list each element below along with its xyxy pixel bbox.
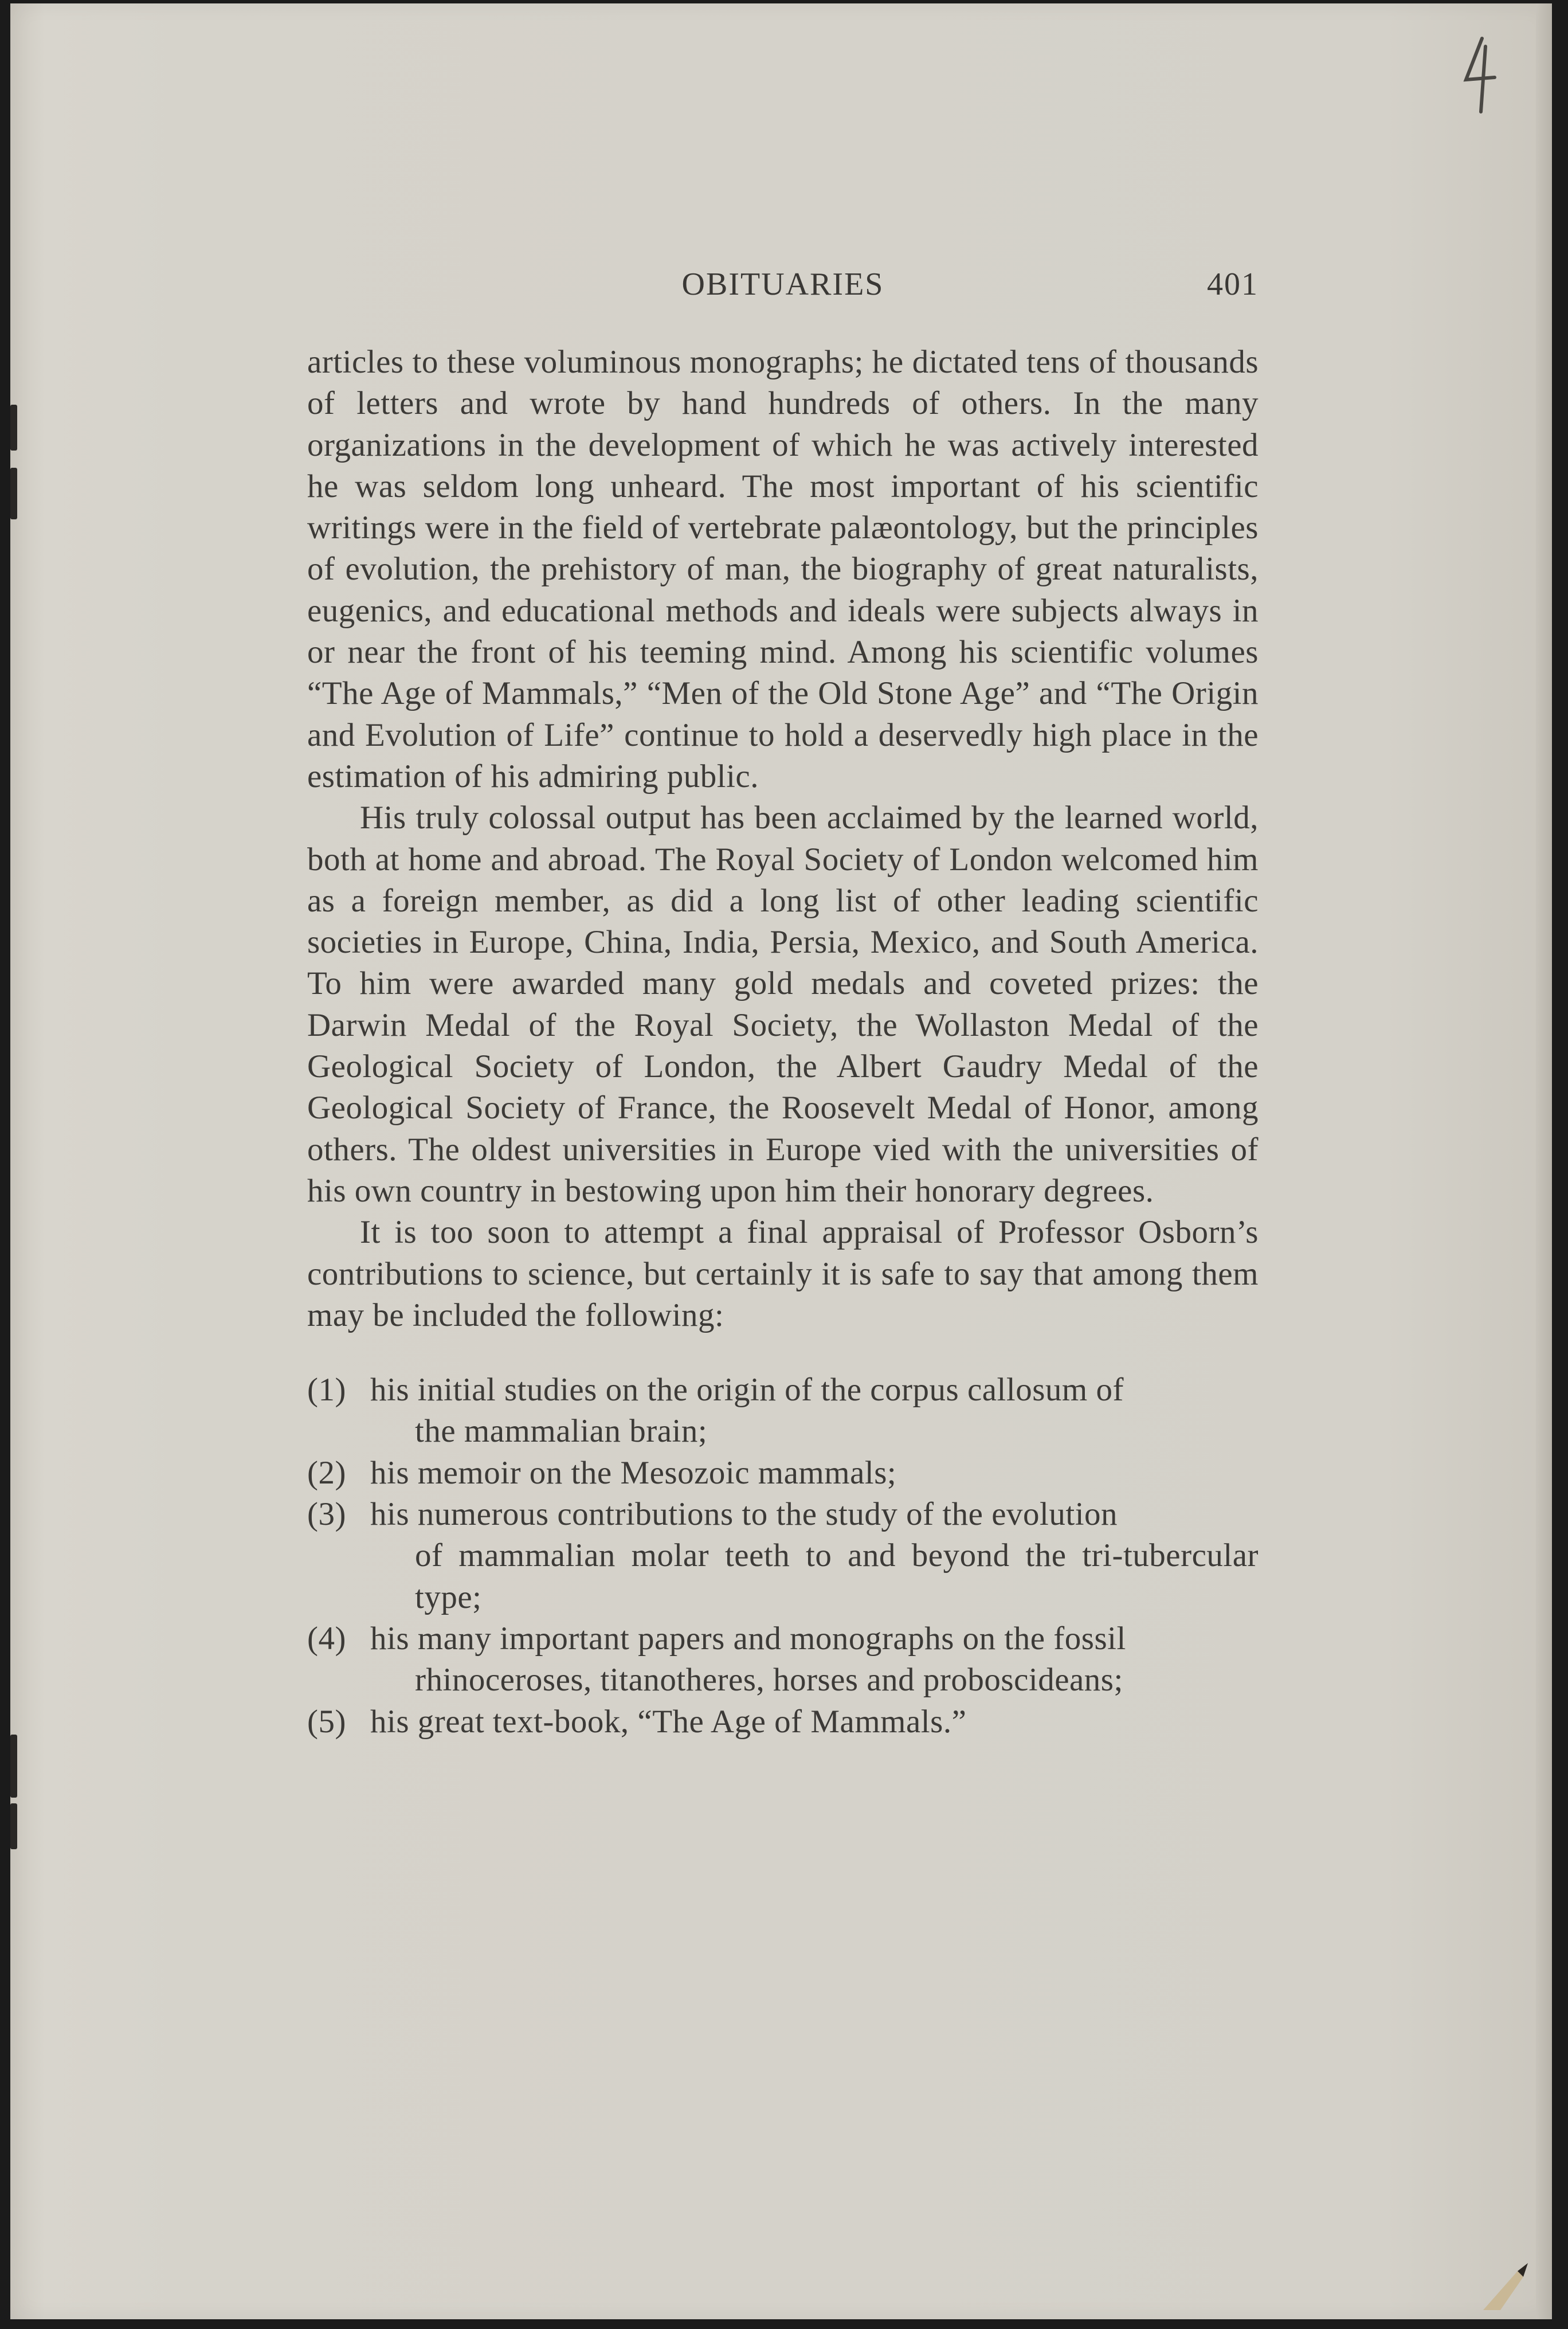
list-item-first-line: his great text-book, “The Age of Mammals.” <box>370 1703 967 1740</box>
list-item-continuation: of mammalian molar teeth to and beyond the tri-tubercular type; <box>415 1537 1259 1615</box>
binding-thread-mark <box>10 1803 17 1849</box>
list-item-text <box>370 1701 1259 1743</box>
list-item <box>307 1618 1259 1701</box>
page-number: 401 <box>1207 267 1259 302</box>
page-corner-curl <box>1477 2260 1529 2311</box>
list-item-text <box>370 1369 1259 1453</box>
list-item <box>307 1701 1259 1743</box>
paragraph-honors: His truly colossal output has been acclaimed by the learned world, both at home and abroad. The Royal Society of London welcomed him as a foreign member, as did a long list of other leading scientific societies in Europe, China, India, Persia, Mexico, and South America. To him were awarded many gold medals and coveted prizes: the Darwin Medal of the Royal Society, the Wollaston Medal of the Geological Society of London, the Albert Gaudry Medal of the Geological Society of France, the Roosevelt Medal of Honor, among others. The oldest universities in Europe vied with the universities of his own country in bestowing upon him their honorary degrees. <box>307 800 1259 1209</box>
list-item-text <box>370 1453 1259 1494</box>
list-item-first-line: his many important papers and monographs on the fossil <box>370 1620 1126 1657</box>
binding-thread-mark <box>10 468 17 519</box>
running-head <box>307 266 1259 312</box>
list-marker: (1) <box>307 1372 346 1408</box>
list-item-text <box>370 1494 1259 1618</box>
list-marker: (4) <box>307 1620 346 1657</box>
binding-thread-mark <box>10 1735 17 1798</box>
document-page <box>10 3 1552 2319</box>
list-marker: (3) <box>307 1496 346 1533</box>
list-item-first-line: his initial studies on the origin of the corpus callosum of <box>370 1372 1124 1408</box>
list-item-text <box>370 1618 1259 1701</box>
contributions-list <box>307 1369 1259 1743</box>
paragraph-writings: articles to these voluminous monographs; he dictated tens of thousands of letters and wrote by hand hundreds of others. In the many organizations in the development of which he was actively interested he was seldom long unheard. The most important of his scientific writings were in the field of vertebrate palæontology, but the principles of evolution, the prehistory of man, the biography of great naturalists, eugenics, and educational methods and ideals were subjects always in or near the front of his teeming mind. Among his scientific volumes “The Age of Mammals,” “Men of the Old Stone Age” and “The Origin and Evolution of Life” continue to hold a deservedly high place in the estimation of his admiring public. <box>307 344 1259 794</box>
handwritten-folio-number <box>1459 35 1505 115</box>
list-item <box>307 1369 1259 1453</box>
list-item-first-line: his memoir on the Mesozoic mammals; <box>370 1454 897 1491</box>
list-marker: (2) <box>307 1454 346 1491</box>
obituary-body <box>307 342 1259 1743</box>
list-item-continuation: the mammalian brain; <box>415 1413 708 1450</box>
page-edge-shadow <box>1536 3 1552 2319</box>
list-item-first-line: his numerous contributions to the study of the evolution <box>370 1496 1118 1533</box>
running-title: OBITUARIES <box>681 267 884 302</box>
list-item <box>307 1453 1259 1494</box>
binding-thread-mark <box>10 405 17 451</box>
list-item <box>307 1494 1259 1618</box>
paragraph-contributions-intro: It is too soon to attempt a final appraisal of Professor Osborn’s contributions to science, but certainly it is safe to say that among them may be included the following: <box>307 1214 1259 1333</box>
list-marker: (5) <box>307 1703 346 1740</box>
list-item-continuation: rhinoceroses, titanotheres, horses and proboscideans; <box>415 1662 1123 1698</box>
